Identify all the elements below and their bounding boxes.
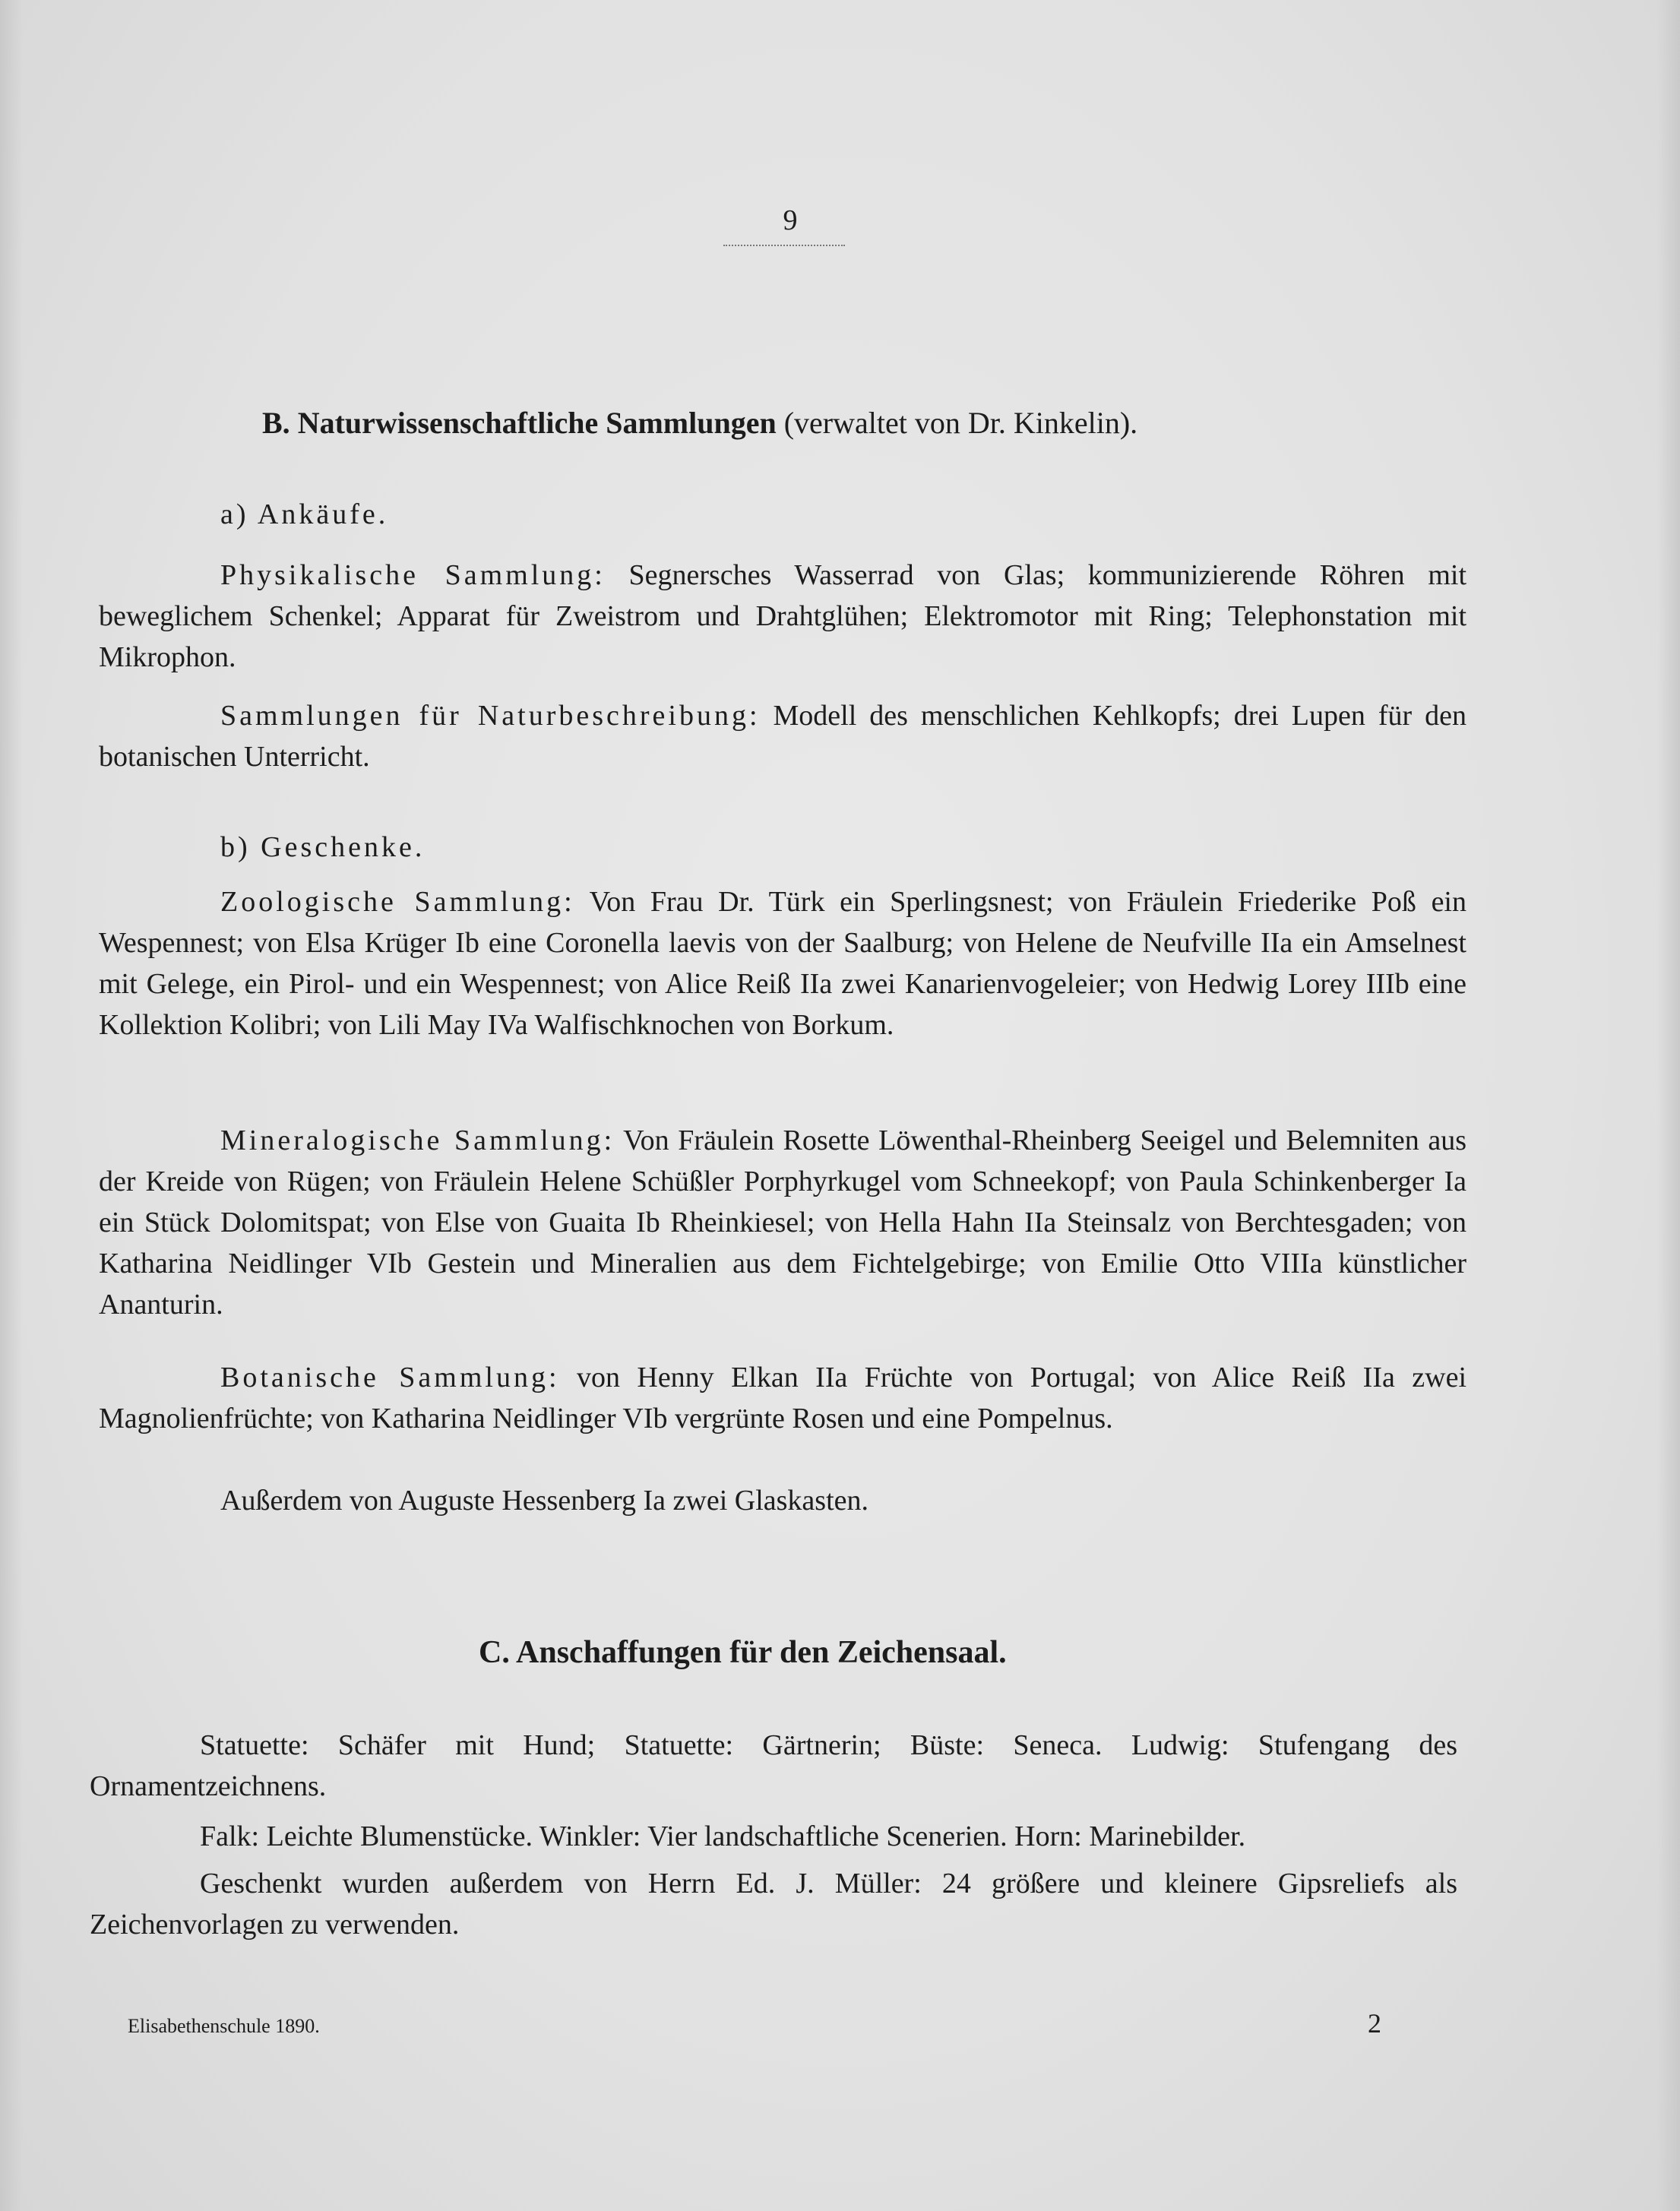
scan-shadow-right [1657, 0, 1680, 2211]
mineral-text: Von Fräulein Rosette Löwenthal-Rheinberg Seeigel und Belemniten aus der Kreide von Rügen; von Fräulein Helene Schüßler Porphyrkugel vom Schneekopf; von Paula Schinkenberger Ia ein Stück Dolomitspat; von Else von Guaita Ib Rheinkiesel; von Hella Hahn IIa Steinsalz von Berchtesgaden; von Katharina Neidlinger VIb Gestein und Mineralien aus dem Fichtelgebirge; von Emilie Otto VIIIa künstlicher Ananturin. [99, 1124, 1466, 1321]
mineral-paragraph [99, 1120, 1466, 1325]
scan-shadow-left [0, 0, 23, 2211]
section-c-para2: Falk: Leichte Blumenstücke. Winkler: Vier landschaftliche Scenerien. Horn: Marinebilder. [200, 1820, 1246, 1852]
physik-label: Physikalische Sammlung: [220, 559, 606, 591]
botan-label: Botanische Sammlung: [220, 1362, 560, 1393]
natur-label: Sammlungen für Naturbeschreibung: [220, 700, 761, 732]
page-number-rule [723, 242, 845, 246]
ankaeufe-label: a) Ankäufe. [220, 498, 389, 530]
physik-paragraph [99, 555, 1466, 678]
page-number: 9 [783, 204, 798, 236]
mineral-label: Mineralogische Sammlung: [220, 1124, 615, 1156]
ausserdem-paragraph: Außerdem von Auguste Hessenberg Ia zwei Glaskasten. [220, 1485, 869, 1517]
physik-text: Segnersches Wasserrad von Glas; kommunizierende Röhren mit beweglichem Schenkel; Apparat für Zweistrom und Drahtglühen; Elektromotor mit Ring; Telephonstation mit Mikrophon. [99, 559, 1466, 673]
section-c-heading: C. Anschaffungen für den Zeichensaal. [479, 1635, 1007, 1670]
natur-paragraph [99, 695, 1466, 777]
footer-sheet-number: 2 [1368, 2008, 1381, 2039]
geschenke-label: b) Geschenke. [220, 831, 426, 863]
section-b-heading [262, 403, 1137, 444]
natur-text: Modell des menschlichen Kehlkopfs; drei Lupen für den botanischen Unterricht. [99, 700, 1467, 773]
zoo-paragraph [99, 881, 1466, 1045]
section-b-letter: B. [262, 406, 290, 440]
section-c-para3: Geschenkt wurden außerdem von Herrn Ed. J. Müller: 24 größere und kleinere Gipsreliefs als Zeichenvorlagen zu verwenden. [90, 1868, 1457, 1941]
section-c-para1: Statuette: Schäfer mit Hund; Statuette: Gärtnerin; Büste: Seneca. Ludwig: Stufengang des Ornamentzeichnens. [90, 1729, 1457, 1802]
botan-paragraph [99, 1357, 1466, 1439]
botan-text: von Henny Elkan IIa Früchte von Portugal; von Alice Reiß IIa zwei Magnolienfrüchte; von Katharina Neidlinger VIb vergrünte Rosen und eine Pompelnus. [99, 1362, 1467, 1434]
footer-school: Elisabethenschule 1890. [128, 2015, 320, 2037]
section-b-note: (verwaltet von Dr. Kinkelin). [783, 406, 1138, 440]
section-b-title: Naturwissenschaftliche Sammlungen [297, 406, 777, 440]
zoo-label: Zoologische Sammlung: [220, 886, 575, 918]
zoo-text: Von Frau Dr. Türk ein Sperlingsnest; von Fräulein Friederike Poß ein Wespennest; von Elsa Krüger Ib eine Coronella laevis von der Saalburg; von Helene de Neufville IIa ein Amselnest mit Gelege, ein Pirol- und ein Wespennest; von Alice Reiß IIa zwei Kanarienvogeleier; von Hedwig Lorey IIIb eine Kollektion Kolibri; von Lili May IVa Walfischknochen von Borkum. [99, 886, 1466, 1041]
